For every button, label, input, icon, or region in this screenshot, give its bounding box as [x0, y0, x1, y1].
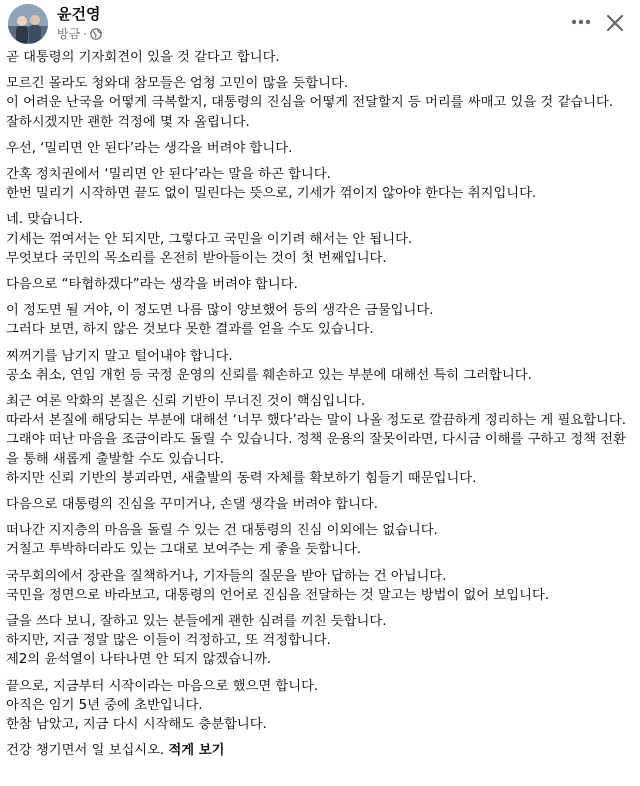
meta-separator: ·: [83, 26, 88, 41]
post-timestamp[interactable]: 방금: [57, 27, 81, 41]
more-icon: [571, 19, 591, 25]
avatar[interactable]: [8, 4, 48, 44]
post-body: [6, 48, 628, 768]
post-paragraph: [6, 347, 628, 385]
post-text-line: 국민을 정면으로 바라보고, 대통령의 언어로 진심을 전달하는 것 말고는 방법이 없어 보입니다.: [6, 587, 550, 603]
post-paragraph: [6, 210, 628, 268]
post-text-line: 모르긴 몰라도 청와대 참모들은 엄청 고민이 많을 듯합니다.: [6, 76, 349, 92]
post-text-line: 한참 남았고, 지금 다시 시작해도 충분합니다.: [6, 717, 267, 733]
post-text-line: 우선, ‘밀리면 안 된다’라는 생각을 버려야 합니다.: [6, 140, 293, 156]
post-text-line: 그래야 떠난 마음을 조금이라도 돌릴 수 있습니다. 정책 운용의 잘못이라면, 다시금 이해를 구하고 정책 전환을 통해 새롭게 출발할 수도 있습니다.: [6, 432, 626, 467]
close-button[interactable]: [600, 8, 630, 38]
post-paragraph: [6, 301, 628, 339]
avatar-photo: [8, 4, 48, 44]
post-text-line: 떠나간 지지층의 마음을 돌릴 수 있는 건 대통령의 진심 이외에는 없습니다.: [6, 523, 438, 539]
more-options-button[interactable]: [567, 8, 595, 36]
post-text-line: 이 어려운 난국을 어떻게 극복할지, 대통령의 진심을 어떻게 전달할지 등 머리를 싸매고 있을 것 같습니다.: [6, 95, 614, 111]
post-paragraph: [6, 677, 628, 735]
post-text-line: 하지만, 지금 정말 많은 이들이 걱정하고, 또 걱정합니다.: [6, 633, 331, 649]
post-header: [0, 0, 640, 48]
post-text-line: 제2의 윤석열이 나타나면 안 되지 않겠습니까.: [6, 652, 272, 668]
post-text-line: 무엇보다 국민의 목소리를 온전히 받아들이는 것이 첫 번째입니다.: [6, 250, 387, 266]
close-icon: [606, 14, 624, 32]
post-text-line: 따라서 본질에 해당되는 부분에 대해선 ‘너무 했다’라는 말이 나올 정도로 깔끔하게 정리하는 게 필요합니다.: [6, 413, 626, 429]
post-meta: [57, 25, 102, 42]
post-text-line: 거칠고 투박하더라도 있는 그대로 보여주는 게 좋을 듯합니다.: [6, 542, 361, 558]
post-paragraph: [6, 275, 628, 294]
post-text-line: 아직은 임기 5년 중에 초반입니다.: [6, 697, 203, 713]
post-paragraph: [6, 165, 628, 203]
post-text-line: 끝으로, 지금부터 시작이라는 마음으로 했으면 합니다.: [6, 678, 319, 694]
post-text-line: 다음으로 “타협하겠다”라는 생각을 버려야 합니다.: [6, 277, 298, 293]
globe-icon: [90, 28, 102, 40]
post-paragraph: [6, 139, 628, 158]
post-text-line: 찌꺼기를 남기지 말고 털어내야 합니다.: [6, 348, 233, 364]
post-paragraph: [6, 567, 628, 605]
post-text-line: 최근 여론 악화의 본질은 신뢰 기반이 무너진 것이 핵심입니다.: [6, 394, 366, 410]
post-text-line: 국무회의에서 장관을 질책하거나, 기자들의 질문을 받아 답하는 건 아닙니다.: [6, 568, 447, 584]
post-paragraph: [6, 48, 628, 67]
post-paragraph: [6, 392, 628, 488]
post-text-line: 그러다 보면, 하지 않은 것보다 못한 결과를 얻을 수도 있습니다.: [6, 322, 374, 338]
post-text-line: 건강 챙기면서 일 보십시오.: [6, 743, 165, 759]
post-text-line: 간혹 정치권에서 ‘밀리면 안 된다’라는 말을 하곤 합니다.: [6, 167, 331, 183]
post-paragraph: [6, 74, 628, 132]
post-text-line: 네. 맞습니다.: [6, 212, 83, 228]
post-text-line: 하지만 신뢰 기반의 붕괴라면, 새출발의 동력 자체를 확보하기 힘들기 때문입니다.: [6, 470, 477, 486]
post-text-line: 다음으로 대통령의 진심을 꾸미거나, 손댈 생각을 버려야 합니다.: [6, 497, 379, 513]
post-text-line: 글을 쓰다 보니, 잘하고 있는 분들에게 괜한 심려를 끼친 듯합니다.: [6, 614, 387, 630]
post-paragraph: [6, 521, 628, 559]
post-text-line: 기세는 꺾여서는 안 되지만, 그렇다고 국민을 이기려 해서는 안 됩니다.: [6, 231, 413, 247]
post-paragraph: [6, 741, 628, 760]
post-paragraph: [6, 612, 628, 670]
post-text-line: 공소 취소, 연임 개헌 등 국정 운영의 신뢰를 훼손하고 있는 부분에 대해선 특히 그러합니다.: [6, 367, 532, 383]
post-text-line: 잘하시겠지만 괜한 걱정에 몇 자 올립니다.: [6, 114, 250, 130]
post-paragraph: [6, 495, 628, 514]
post-text-line: 이 정도면 될 거야, 이 정도면 나름 많이 양보했어 등의 생각은 금물입니다.: [6, 303, 434, 319]
post-text-line: 한번 밀리기 시작하면 끝도 없이 밀린다는 뜻으로, 기세가 꺾이지 않아야 한다는 취지입니다.: [6, 186, 537, 202]
author-name[interactable]: 윤건영: [57, 5, 101, 23]
post-text-line: 곧 대통령의 기자회견이 있을 것 같다고 합니다.: [6, 50, 280, 65]
see-less-link[interactable]: 적게 보기: [168, 743, 225, 759]
